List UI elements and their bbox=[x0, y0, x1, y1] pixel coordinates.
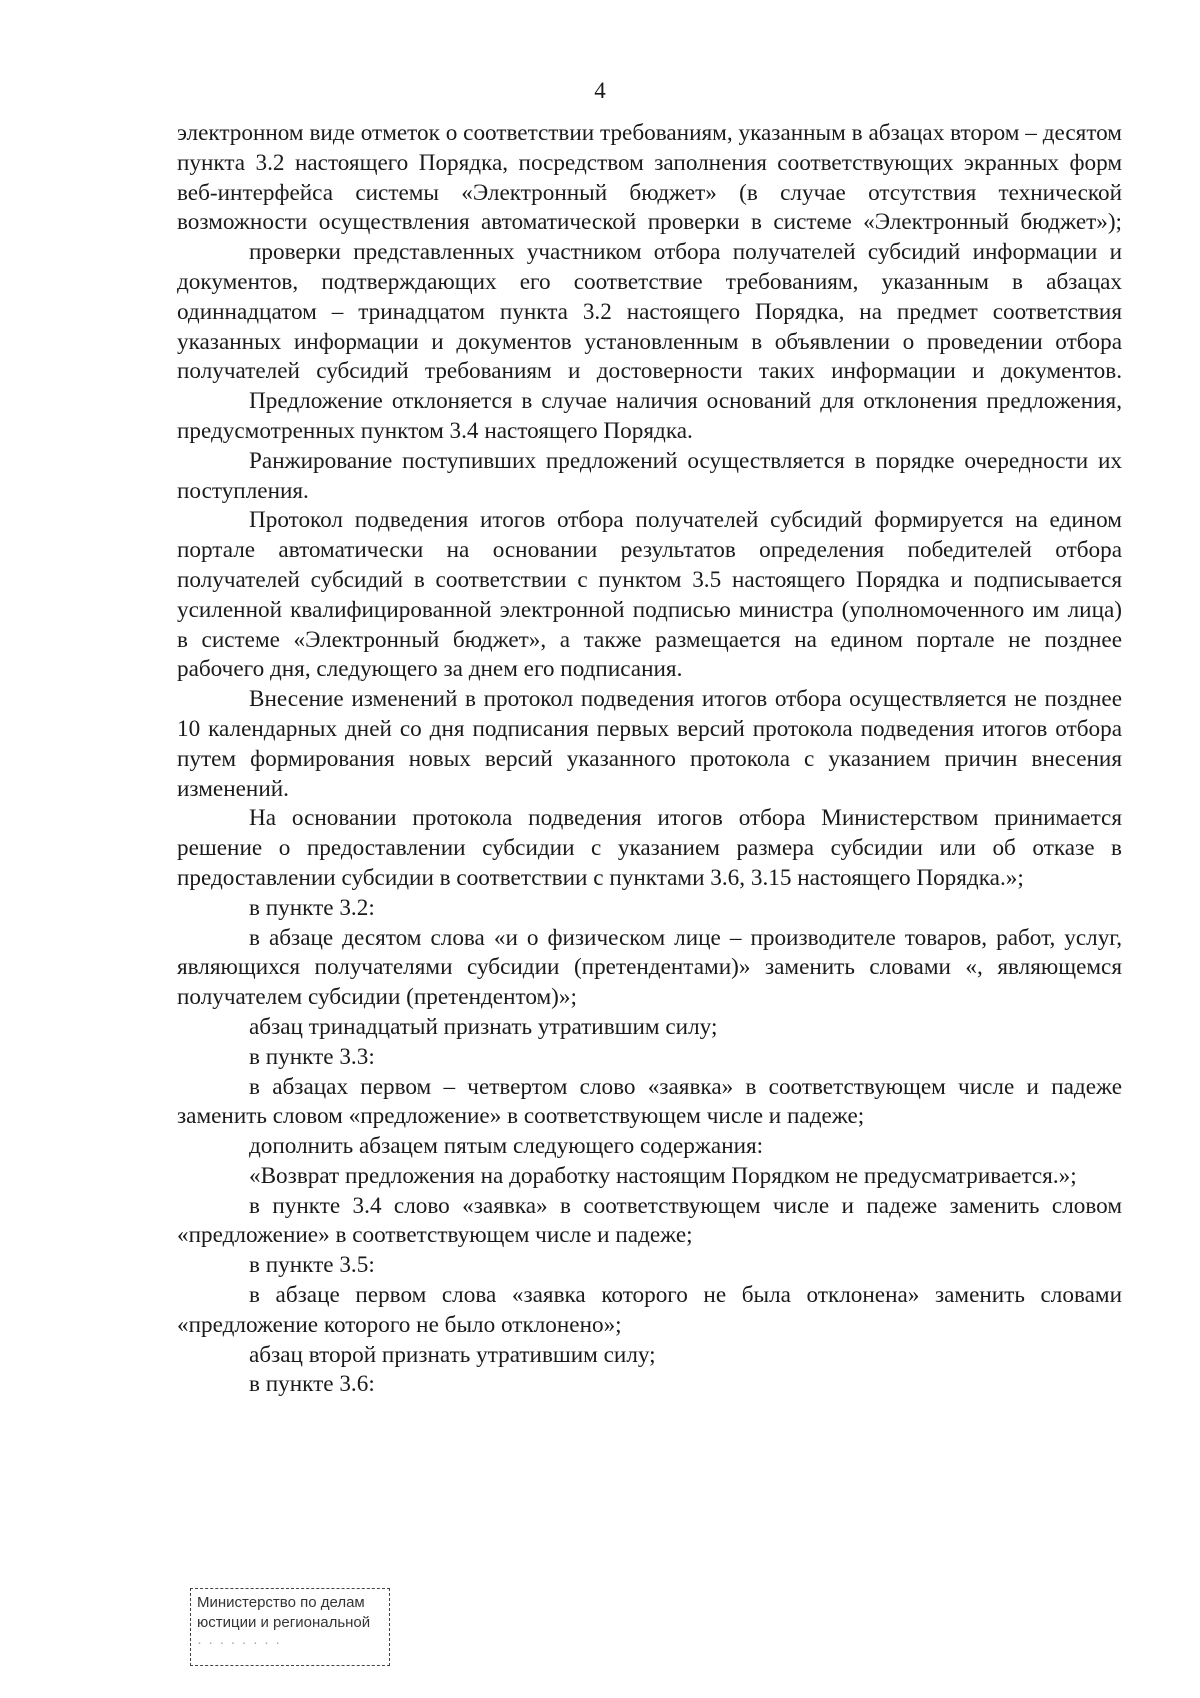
paragraph-5: Протокол подведения итогов отбора получателей субсидий формируется на едином портале автоматически на основании результатов определения победителей отбора получателей субсидий в соответствии с пунктом 3.5 настоящего Порядка и подписывается усиленной квалифицированной электронной подписью министра (уполномоченного им лица) в системе «Электронный бюджет», а также размещается на едином портале не позднее рабочего дня, следующего за днем его подписания. bbox=[177, 507, 1122, 683]
paragraph-12: в абзацах первом – четвертом слово «заявка» в соответствующем числе и падеже заменить словом «предложение» в соответствующем числе и падеже; bbox=[177, 1073, 1122, 1130]
paragraph-19: в пункте 3.6: bbox=[249, 1371, 375, 1398]
stamp-line-3: · · · · · · · · bbox=[197, 1634, 282, 1651]
paragraph-17: в абзаце первом слова «заявка которого не была отклонена» заменить словами «предложение которого не было отклонено»; bbox=[177, 1282, 1122, 1338]
stamp-line-2: юстиции и региональной bbox=[197, 1614, 371, 1631]
paragraph-4: Ранжирование поступивших предложений осуществляется в порядке очередности их поступления. bbox=[177, 447, 1122, 504]
paragraph-14: «Возврат предложения на доработку настоящим Порядком не предусматривается.»; bbox=[249, 1162, 1077, 1189]
paragraph-16: в пункте 3.5: bbox=[249, 1252, 375, 1279]
paragraph-6: Внесение изменений в протокол подведения итогов отбора осуществляется не позднее 10 календарных дней со дня подписания первых версий протокола подведения итогов отбора путем формирования новых версий указанного протокола с указанием причин внесения изменений. bbox=[177, 686, 1122, 802]
stamp-line-1: Министерство по делам bbox=[197, 1594, 365, 1611]
paragraph-8: в пункте 3.2: bbox=[249, 894, 375, 921]
paragraph-18: абзац второй признать утратившим силу; bbox=[249, 1341, 656, 1368]
paragraph-13: дополнить абзацем пятым следующего содержания: bbox=[249, 1133, 764, 1160]
paragraph-1: электронном виде отметок о соответствии требованиям, указанным в абзацах втором – десятом пункта 3.2 настоящего Порядка, посредством заполнения соответствующих экранных форм веб-интерфейса системы «Электронный бюджет» (в случае отсутствия технической возможности осуществления автоматической проверки в системе «Электронный бюджет»); bbox=[177, 120, 1122, 236]
page-number: 4 bbox=[594, 78, 606, 103]
paragraph-15: в пункте 3.4 слово «заявка» в соответствующем числе и падеже заменить словом «предложение» в соответствующем числе и падеже; bbox=[177, 1192, 1122, 1249]
ministry-stamp bbox=[190, 1588, 390, 1666]
paragraph-11: в пункте 3.3: bbox=[249, 1043, 375, 1070]
document-body bbox=[177, 119, 1122, 1400]
paragraph-10: абзац тринадцатый признать утратившим силу; bbox=[249, 1013, 718, 1040]
paragraph-7: На основании протокола подведения итогов отбора Министерством принимается решение о предоставлении субсидии с указанием размера субсидии или об отказе в предоставлении субсидии в соответствии с пунктами 3.6, 3.15 настоящего Порядка.»; bbox=[177, 805, 1122, 891]
paragraph-9: в абзаце десятом слова «и о физическом лице – производителе товаров, работ, услуг, являющихся получателями субсидии (претендентами)» заменить словами «, являющемся получателем субсидии (претендентом)»; bbox=[177, 924, 1122, 1011]
paragraph-3: Предложение отклоняется в случае наличия оснований для отклонения предложения, предусмотренных пунктом 3.4 настоящего Порядка. bbox=[177, 388, 1122, 444]
paragraph-2: проверки представленных участником отбора получателей субсидий информации и документов, подтверждающих его соответствие требованиям, указанным в абзацах одиннадцатом – тринадцатом пункта 3.2 настоящего Порядка, на предмет соответствия указанных информации и документов установленным в объявлении о проведении отбора получателей субсидий требованиям и достоверности таких информации и документов. bbox=[177, 239, 1122, 385]
